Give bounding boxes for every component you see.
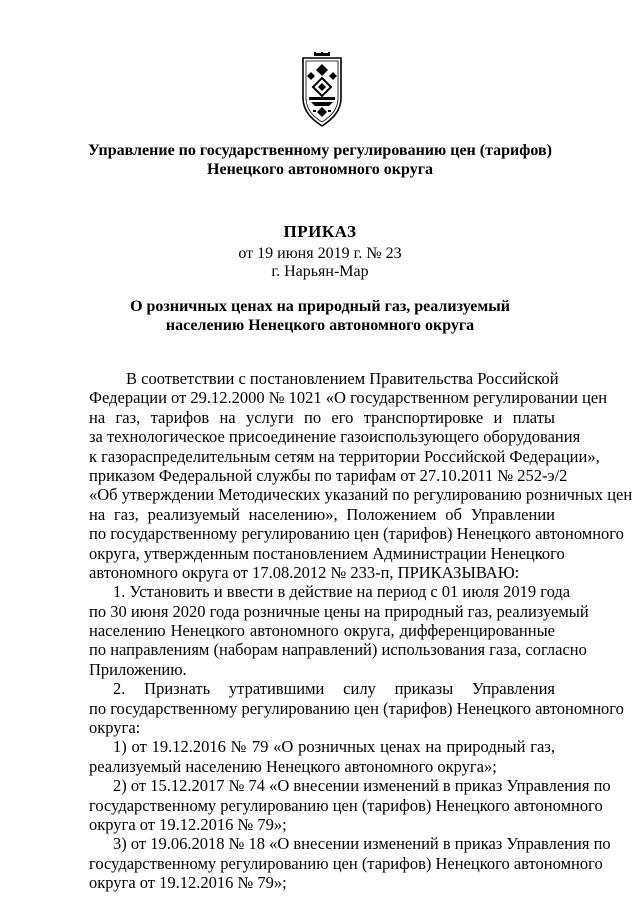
body-line: округа: — [89, 718, 141, 738]
body-line: 1. Установить и ввести в действие на период с 01 июля 2019 года — [113, 582, 571, 602]
body-line: по 30 июня 2020 года розничные цены на природный газ, реализуемый — [89, 601, 589, 621]
body-line: государственному регулированию цен (тарифов) Ненецкого автономного — [89, 795, 603, 815]
body-line: на газ, тарифов на услуги по его транспортировке и платы — [89, 407, 555, 427]
body-line: 1) от 19.12.2016 № 79 «О розничных ценах на природный газ, — [113, 737, 555, 757]
body-line: 2) от 15.12.2017 № 74 «О внесении изменений в приказ Управления по — [113, 776, 611, 796]
body-line: на газ, реализуемый населению», Положением об Управлении — [89, 504, 555, 524]
body-line: округа от 19.12.2016 № 79»; — [89, 873, 287, 893]
document-meta — [0, 245, 640, 281]
organization-name — [0, 141, 640, 179]
body-line: населению Ненецкого автономного округа, дифференцированные — [89, 621, 555, 641]
document-subject — [0, 297, 640, 335]
coat-of-arms-icon — [301, 52, 343, 128]
document-type: ПРИКАЗ — [283, 222, 357, 241]
body-line: государственному регулированию цен (тарифов) Ненецкого автономного — [89, 853, 603, 873]
body-line: автономного округа от 17.08.2012 № 233-п, ПРИКАЗЫВАЮ: — [89, 562, 520, 582]
document-date-number: от 19 июня 2019 г. № 23 — [238, 245, 402, 262]
body-line: «Об утверждении Методических указаний по регулированию розничных цен — [89, 485, 633, 505]
body-line: по государственному регулированию цен (тарифов) Ненецкого автономного — [89, 524, 624, 544]
body-line: В соответствии с постановлением Правительства Российской — [126, 369, 559, 388]
subject-line: населению Ненецкого автономного округа — [165, 317, 475, 334]
subject-line: О розничных ценах на природный газ, реализуемый — [130, 298, 510, 315]
body-line: за технологическое присоединение газоиспользующего оборудования — [89, 427, 581, 447]
body-line: Федерации от 29.12.2000 № 1021 «О государственном регулировании цен — [89, 388, 608, 408]
document-body — [89, 369, 633, 893]
body-line: к газораспределительным сетям на территории Российской Федерации», — [89, 446, 600, 466]
organization-line: Ненецкого автономного округа — [207, 161, 433, 178]
document-place: г. Нарьян-Мар — [271, 263, 369, 280]
body-line: округа от 19.12.2016 № 79»; — [89, 814, 287, 834]
body-line: округа, утвержденным постановлением Администрации Ненецкого — [89, 543, 565, 563]
body-line: по государственному регулированию цен (тарифов) Ненецкого автономного — [89, 698, 624, 718]
body-line: Приложению. — [89, 659, 187, 679]
body-line: реализуемый населению Ненецкого автономного округа»; — [89, 756, 497, 776]
organization-line: Управление по государственному регулированию цен (тарифов) — [88, 142, 552, 159]
body-line: приказом Федеральной службы по тарифам от 27.10.2011 № 252-э/2 — [89, 465, 568, 485]
body-line: 3) от 19.06.2018 № 18 «О внесении изменений в приказ Управления по — [113, 834, 611, 854]
body-line: 2. Признать утратившими силу приказы Управления — [113, 679, 555, 699]
body-line: по направлениям (наборам направлений) использования газа, согласно — [89, 640, 587, 660]
